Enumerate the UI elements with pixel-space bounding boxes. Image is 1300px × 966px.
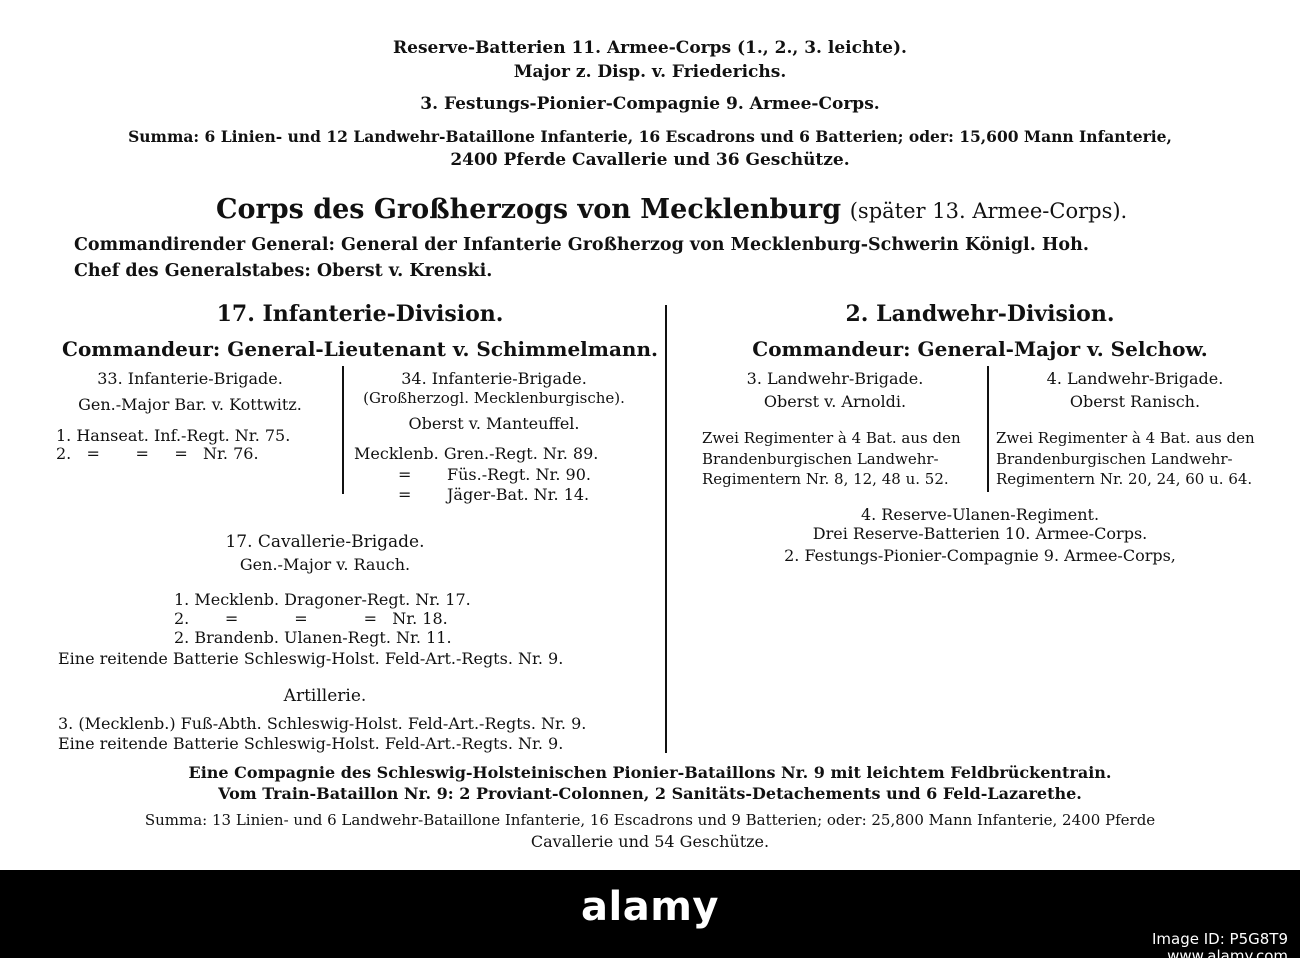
brigade-divider-right bbox=[987, 366, 989, 492]
cav-unit-1: 1. Mecklenb. Dragoner-Regt. Nr. 17. bbox=[174, 590, 471, 609]
div17-title: 17. Infanterie-Division. bbox=[216, 301, 504, 327]
pionier-company-line: Eine Compagnie des Schleswig-Holsteinischen Pionier-Bataillons Nr. 9 mit leichtem Feldbrückentrain. bbox=[188, 763, 1112, 782]
brig33-title: 33. Infanterie-Brigade. bbox=[97, 369, 283, 388]
summa-bottom-line1: Summa: 13 Linien- und 6 Landwehr-Bataillone Infanterie, 16 Escadrons und 9 Batterien; oder: 25,800 Mann Infanterie, 2400 Pferde bbox=[144, 811, 1156, 829]
corps-commander: Commandirender General: General der Infanterie Großherzog von Mecklenburg-Schwerin Königl. Hoh. bbox=[74, 235, 1089, 255]
brig33-commander: Gen.-Major Bar. v. Kottwitz. bbox=[78, 395, 302, 414]
brig3-title: 3. Landwehr-Brigade. bbox=[746, 369, 924, 388]
brig34-subtitle: (Großherzogl. Mecklenburgische). bbox=[363, 389, 625, 407]
brig34-unit-3: = Jäger-Bat. Nr. 14. bbox=[398, 485, 590, 504]
div2-title: 2. Landwehr-Division. bbox=[845, 301, 1115, 327]
brig34-commander: Oberst v. Manteuffel. bbox=[408, 414, 580, 433]
artillery-unit-1: 3. (Mecklenb.) Fuß-Abth. Schleswig-Holst. Feld-Art.-Regts. Nr. 9. bbox=[58, 714, 587, 733]
image-id-block bbox=[1152, 931, 1288, 966]
cav-unit-2: 2. = = = Nr. 18. bbox=[174, 609, 448, 628]
cav-brig-title: 17. Cavallerie-Brigade. bbox=[225, 532, 425, 552]
alamy-url: www.alamy.com bbox=[1167, 947, 1288, 966]
corps-title-suffix: (später 13. Armee-Corps). bbox=[849, 199, 1128, 223]
division-divider bbox=[665, 305, 667, 753]
summa-top-line2: 2400 Pferde Cavallerie und 36 Geschütze. bbox=[450, 150, 850, 170]
brig33-unit-2: 2. = = = Nr. 76. bbox=[56, 444, 259, 463]
brig4-unit-3: Regimentern Nr. 20, 24, 60 u. 64. bbox=[996, 470, 1253, 488]
pionier-line: 3. Festungs-Pionier-Compagnie 9. Armee-Corps. bbox=[420, 94, 880, 114]
corps-title bbox=[216, 196, 1127, 223]
brig3-unit-3: Regimentern Nr. 8, 12, 48 u. 52. bbox=[702, 470, 949, 488]
div2-commander: Commandeur: General-Major v. Selchow. bbox=[752, 337, 1208, 361]
brig33-unit-1: 1. Hanseat. Inf.-Regt. Nr. 75. bbox=[56, 426, 291, 445]
summa-top-line1: Summa: 6 Linien- und 12 Landwehr-Bataillone Infanterie, 16 Escadrons und 6 Batterien; oder: 15,600 Mann Infanterie, bbox=[128, 127, 1172, 146]
div2-extra-2: Drei Reserve-Batterien 10. Armee-Corps. bbox=[812, 524, 1148, 543]
corps-chief: Chef des Generalstabes: Oberst v. Krenski. bbox=[74, 261, 493, 281]
brig3-commander: Oberst v. Arnoldi. bbox=[763, 392, 907, 411]
artillery-unit-2: Eine reitende Batterie Schleswig-Holst. Feld-Art.-Regts. Nr. 9. bbox=[58, 734, 564, 753]
brig34-title: 34. Infanterie-Brigade. bbox=[401, 369, 587, 388]
reserve-batteries-line: Reserve-Batterien 11. Armee-Corps (1., 2., 3. leichte). bbox=[393, 38, 907, 58]
brig4-commander: Oberst Ranisch. bbox=[1069, 392, 1201, 411]
brig4-unit-1: Zwei Regimenter à 4 Bat. aus den bbox=[996, 429, 1255, 447]
corps-title-main: Corps des Großherzogs von Mecklenburg bbox=[216, 194, 842, 225]
cav-unit-4: Eine reitende Batterie Schleswig-Holst. Feld-Art.-Regts. Nr. 9. bbox=[58, 649, 564, 668]
cav-brig-commander: Gen.-Major v. Rauch. bbox=[239, 555, 411, 574]
brig3-unit-2: Brandenburgischen Landwehr- bbox=[702, 450, 939, 468]
major-line: Major z. Disp. v. Friederichs. bbox=[513, 62, 787, 82]
div17-commander: Commandeur: General-Lieutenant v. Schimmelmann. bbox=[62, 337, 658, 361]
brig34-unit-1: Mecklenb. Gren.-Regt. Nr. 89. bbox=[354, 444, 599, 463]
div2-extra-3: 2. Festungs-Pionier-Compagnie 9. Armee-Corps, bbox=[784, 546, 1176, 565]
summa-bottom-line2: Cavallerie und 54 Geschütze. bbox=[530, 832, 770, 851]
brig4-title: 4. Landwehr-Brigade. bbox=[1046, 369, 1224, 388]
alamy-logo: alamy bbox=[581, 884, 719, 930]
image-id: Image ID: P5G8T9 bbox=[1151, 930, 1288, 948]
artillery-title: Artillerie. bbox=[283, 686, 367, 706]
brig34-unit-2: = Füs.-Regt. Nr. 90. bbox=[398, 465, 591, 484]
brig3-unit-1: Zwei Regimenter à 4 Bat. aus den bbox=[702, 429, 961, 447]
div2-extra-1: 4. Reserve-Ulanen-Regiment. bbox=[860, 505, 1100, 524]
cav-unit-3: 2. Brandenb. Ulanen-Regt. Nr. 11. bbox=[174, 628, 452, 647]
brig4-unit-2: Brandenburgischen Landwehr- bbox=[996, 450, 1233, 468]
train-battalion-line: Vom Train-Bataillon Nr. 9: 2 Proviant-Colonnen, 2 Sanitäts-Detachements und 6 Feld-Lazarethe. bbox=[218, 784, 1082, 803]
